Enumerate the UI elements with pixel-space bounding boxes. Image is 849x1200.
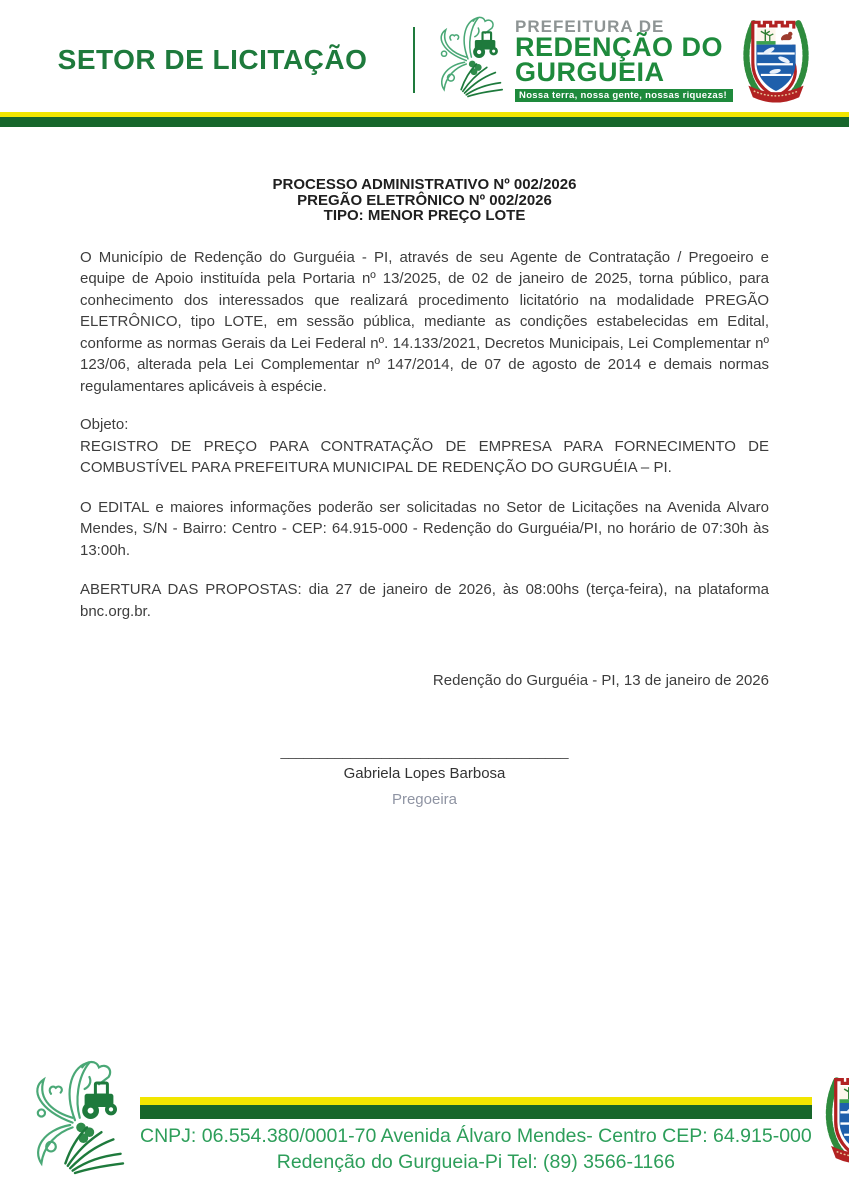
footer-cnpj-address: CNPJ: 06.554.380/0001-70 Avenida Álvaro Mendes- Centro CEP: 64.915-000	[140, 1125, 812, 1147]
paragraph-edital: O EDITAL e maiores informações poderão ser solicitadas no Setor de Licitações na Avenida Alvaro Mendes, S/N - Bairro: Centro - CEP: 64.915-000 - Redenção do Gurguéia/PI, no horário de 07:30h às 13:00h.	[80, 498, 769, 559]
title-tipo: TIPO: MENOR PREÇO LOTE	[323, 207, 526, 224]
signature-name: Gabriela Lopes Barbosa	[343, 765, 506, 783]
objeto-label: Objeto:	[80, 416, 129, 433]
page-footer	[0, 1053, 849, 1200]
document-body	[0, 127, 849, 810]
brand-block	[515, 18, 733, 103]
brand-tagline: Nossa terra, nossa gente, nossas riquezas!	[515, 89, 733, 103]
header-tricolor-bar	[0, 112, 849, 127]
paragraph-abertura: ABERTURA DAS PROPOSTAS: dia 27 de janeiro de 2026, às 08:00hs (terça-feira), na plataforma bnc.org.br.	[80, 581, 769, 620]
footer-info	[140, 1097, 812, 1175]
signature-rule: _____________________________________	[280, 742, 569, 759]
date-line: Redenção do Gurguéia - PI, 13 de janeiro de 2026	[432, 672, 769, 689]
footer-city-phone: Redenção do Gurgueia-Pi Tel: (89) 3566-1166	[276, 1151, 675, 1173]
title-pregao: PREGÃO ELETRÔNICO Nº 002/2026	[297, 191, 552, 209]
document-title	[80, 177, 769, 224]
coat-of-arms-icon	[733, 9, 819, 112]
title-processo: PROCESSO ADMINISTRATIVO Nº 002/2026	[272, 176, 577, 193]
municipal-logo-art-icon	[14, 1053, 136, 1190]
municipal-logo-art-icon	[425, 11, 511, 110]
signature-role: Pregoeira	[391, 791, 458, 809]
coat-of-arms-icon	[818, 1053, 849, 1186]
brand-city-line1: REDENÇÃO DO	[515, 31, 724, 62]
paragraph-intro: O Município de Redenção do Gurguéia - PI, através de seu Agente de Contratação / Pregoeiro e equipe de Apoio instituída pela Portaria nº 13/2025, de 02 de janeiro de 2025, torna público, para conhecimento dos interessados que realizará procedimento licitatório na modalidade PREGÃO ELETRÔNICO, tipo LOTE, em sessão pública, mediante as condições estabelecidas em Edital, conforme as normas Gerais da Lei Federal nº. 14.133/2021, Decretos Municipais, Lei Complementar nº 123/06, alterada pela Lei Complementar nº 147/2014, de 07 de agosto de 2014 e demais normas regulamentares aplicáveis à espécie.	[80, 248, 769, 395]
page-header	[0, 0, 849, 112]
objeto-text: REGISTRO DE PREÇO PARA CONTRATAÇÃO DE EMPRESA PARA FORNECIMENTO DE COMBUSTÍVEL PARA PREFEITURA MUNICIPAL DE REDENÇÃO DO GURGUÉIA – PI.	[80, 437, 769, 476]
brand-prefeitura-label: PREFEITURA DE	[515, 16, 665, 36]
brand-city-line2: GURGUEIA	[515, 57, 665, 88]
footer-tricolor-bar	[140, 1097, 812, 1119]
sector-title: SETOR DE LICITAÇÃO	[57, 44, 368, 75]
header-divider	[413, 27, 415, 93]
signature-block	[80, 742, 769, 811]
